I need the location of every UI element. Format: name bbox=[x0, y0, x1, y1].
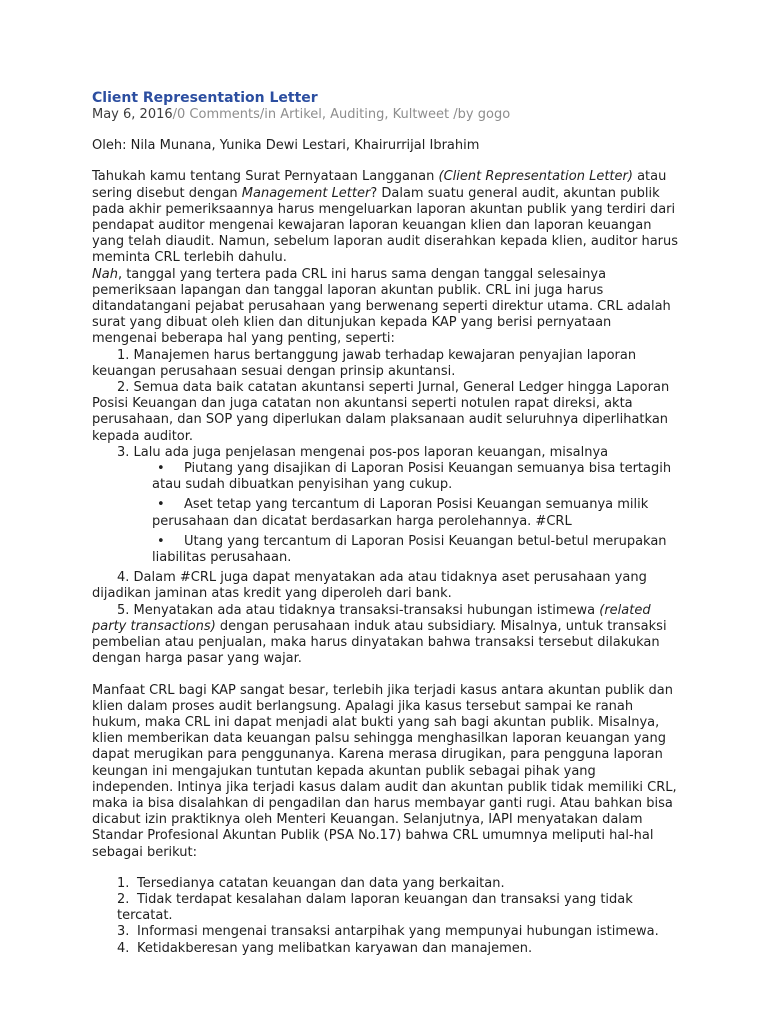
final-list-number: 1. bbox=[117, 875, 130, 891]
final-list-text: Tidak terdapat kesalahan dalam laporan keuangan dan transaksi yang tidak tercatat. bbox=[117, 891, 633, 924]
bullet-item-2: • Aset tetap yang tercantum di Laporan Posisi Keuangan semuanya milik perusahaan dan dicatat berdasarkan harga perolehannya. #CRL bbox=[152, 497, 649, 529]
bullet-list bbox=[92, 461, 680, 566]
final-list-item bbox=[92, 924, 680, 940]
bullet-item-3: • Utang yang tercantum di Laporan Posisi Keuangan betul-betul merupakan liabilitas perusahaan. bbox=[152, 533, 667, 566]
bullet-icon: • bbox=[157, 497, 165, 513]
final-list-number: 2. bbox=[117, 891, 130, 907]
intro-paragraph: Tahukah kamu tentang Surat Pernyataan Langganan (Client Representation Letter) atau sering disebut dengan Management Letter? Dalam suatu general audit, akuntan publik pada akhir pemeriksaannya harus mengeluarkan laporan akuntan publik yang terdiri dari pendapat auditor mengenai kewajaran laporan keuangan klien dan laporan keuangan yang telah diaudit. Namun, sebelum laporan audit diserahkan kepada klien, auditor harus meminta CRL terlebih dahulu. Nah, tanggal yang tertera pada CRL ini harus sama dengan tanggal selesainya pemeriksaan lapangan dan tanggal laporan akuntan publik. CRL ini juga harus ditandatangani pejabat perusahaan yang berwenang seperti direktur utama. CRL adalah surat yang dibuat oleh klien dan ditunjukan kepada KAP yang berisi pernyataan mengenai beberapa hal yang penting, seperti: bbox=[92, 169, 679, 347]
list-item-1: 1. Manajemen harus bertanggung jawab terhadap kewajaran penyajian laporan keuangan perusahaan sesuai dengan prinsip akuntansi. bbox=[92, 347, 637, 379]
final-list-text: Ketidakberesan yang melibatkan karyawan dan manajemen. bbox=[137, 940, 533, 956]
list-item-5: 5. Menyatakan ada atau tidaknya transaksi-transaksi hubungan istimewa (related party transactions) dengan perusahaan induk atau subsidiary. Misalnya, untuk transaksi pembelian atau penjualan, maka harus dinyatakan bahwa transaksi tersebut dilakukan dengan harga pasar yang wajar. bbox=[92, 602, 667, 667]
final-list-number: 3. bbox=[117, 924, 130, 940]
final-numbered-list bbox=[92, 876, 680, 957]
final-list-item bbox=[92, 876, 680, 892]
final-list-text: Tersedianya catatan keuangan dan data yang berkaitan. bbox=[137, 875, 505, 891]
list-item-3: 3. Lalu ada juga penjelasan mengenai pos-pos laporan keuangan, misalnya bbox=[117, 444, 609, 460]
article-title-link[interactable]: Client Representation Letter bbox=[92, 90, 318, 106]
manfaat-paragraph: Manfaat CRL bagi KAP sangat besar, terlebih jika terjadi kasus antara akuntan publik dan klien dalam proses audit berlangsung. Apalagi jika kasus tersebut sampai ke ranah hukum, maka CRL ini dapat menjadi alat bukti yang sah bagi akuntan publik. Misalnya, klien memberikan data keuangan palsu sehingga menghasilkan laporan keuangan yang dapat merugikan para penggunanya. Karena merasa dirugikan, para pengguna laporan keungan ini mengajukan tuntutan kepada akuntan publik sebagai pihak yang independen. Intinya jika terjadi kasus dalam audit dan akuntan publik tidak memiliki CRL, maka ia bisa disalahkan di pengadilan dan harus membayar ganti rugi. Atau bahkan bisa dicabut izin praktiknya oleh Menteri Keuangan. Selanjutnya, IAPI menyatakan dalam Standar Profesional Akuntan Publik (PSA No.17) bahwa CRL umumnya meliputi hal-hal sebagai berikut: bbox=[92, 682, 677, 860]
numbered-list-1 bbox=[92, 348, 680, 668]
bullet-icon: • bbox=[157, 461, 165, 477]
post-meta-links[interactable]: /0 Comments/in Artikel, Auditing, Kultweet /by gogo bbox=[172, 107, 511, 122]
bullet-item-1: • Piutang yang disajikan di Laporan Posisi Keuangan semuanya bisa tertagih atau sudah dibuatkan penyisihan yang cukup. bbox=[152, 461, 672, 493]
final-list-text: Informasi mengenai transaksi antarpihak yang mempunyai hubungan istimewa. bbox=[137, 924, 659, 940]
final-list-number: 4. bbox=[117, 940, 130, 956]
post-meta bbox=[92, 107, 680, 123]
authors-line: Oleh: Nila Munana, Yunika Dewi Lestari, Khairurrijal Ibrahim bbox=[92, 138, 480, 154]
list-item-2: 2. Semua data baik catatan akuntansi seperti Jurnal, General Ledger hingga Laporan Posisi Keuangan dan juga catatan non akuntansi seperti notulen rapat direksi, akta perusahaan, dan SOP yang diperlukan dalam plaksanaan audit seluruhnya diperlihatkan kepada auditor. bbox=[92, 380, 670, 444]
document-body bbox=[92, 89, 680, 957]
list-item-4: 4. Dalam #CRL juga dapat menyatakan ada atau tidaknya aset perusahaan yang dijadikan jaminan atas kredit yang diperoleh dari bank. bbox=[92, 570, 647, 602]
final-list-item bbox=[92, 892, 680, 924]
post-date: May 6, 2016 bbox=[92, 107, 173, 122]
bullet-icon: • bbox=[157, 533, 165, 549]
final-list-item bbox=[92, 941, 680, 957]
